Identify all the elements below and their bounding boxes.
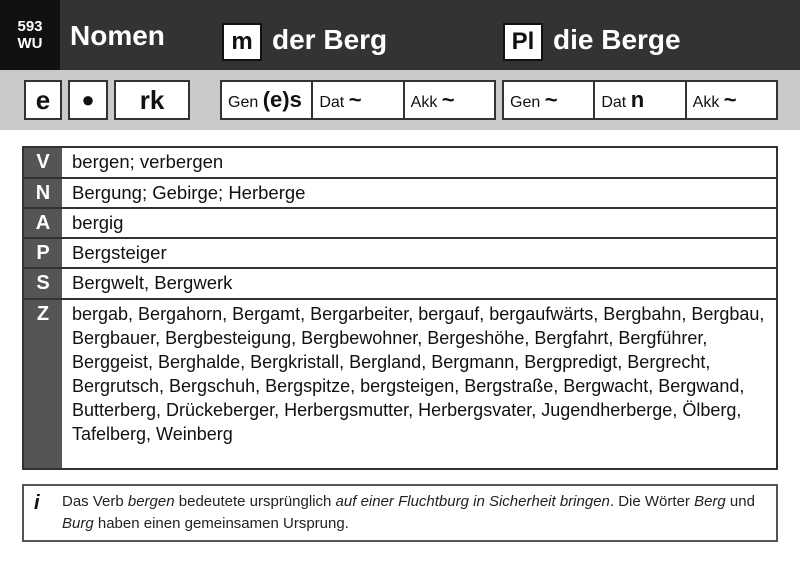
word-class-title: Nomen	[70, 20, 165, 51]
row-label: Z	[24, 300, 62, 468]
note-italic: auf einer Fluchtburg in Sicherheit bringen	[335, 493, 610, 510]
plural-cases	[502, 80, 778, 120]
entry-number	[0, 0, 60, 70]
case-ending: (e)s	[262, 87, 302, 112]
row-label: A	[24, 209, 62, 237]
singular-cases	[220, 80, 496, 120]
row-text: bergig	[72, 212, 124, 233]
case-ending: ~	[348, 87, 362, 112]
plural-case-akk	[685, 82, 776, 118]
plural-case-dat	[593, 82, 684, 118]
row-label: N	[24, 179, 62, 207]
case-name: Akk	[692, 94, 720, 111]
row-label: V	[24, 148, 62, 177]
row-persons	[24, 239, 776, 269]
row-text: Bergsteiger	[72, 242, 167, 263]
class-cell: rk	[114, 80, 190, 120]
row-label: P	[24, 239, 62, 267]
row-label: S	[24, 269, 62, 298]
singular-form: der Berg	[272, 24, 388, 55]
note-text	[62, 491, 768, 535]
plural-case-gen	[504, 82, 593, 118]
plural-label: Pl	[503, 23, 543, 61]
note-italic: Burg	[62, 515, 94, 532]
info-note	[22, 484, 778, 542]
note-italic: Berg	[694, 493, 726, 510]
entry-number-bottom: WU	[17, 35, 43, 52]
note-part: Das Verb	[62, 493, 128, 510]
grammar-bar	[0, 70, 800, 130]
info-icon: i	[34, 492, 40, 514]
case-name: Dat	[319, 94, 345, 111]
case-ending: n	[630, 87, 645, 112]
row-nouns	[24, 179, 776, 209]
row-compounds	[24, 300, 776, 468]
note-part: . Die Wörter	[609, 493, 695, 510]
note-italic: bergen	[127, 493, 175, 510]
row-text: Bergung; Gebirge; Herberge	[72, 182, 306, 203]
case-ending: ~	[441, 87, 455, 112]
note-part: haben einen gemeinsamen Ursprung.	[93, 515, 349, 532]
case-name: Akk	[410, 94, 438, 111]
header-bar	[0, 0, 800, 70]
case-ending: ~	[544, 87, 558, 112]
row-text: bergen; verbergen	[72, 151, 224, 172]
row-text: bergab, Bergahorn, Bergamt, Bergarbeiter, bergauf, bergaufwärts, Bergbahn, Bergbau, Bergbauer, Bergbesteigung, Bergbewohner, Bergeshöhe, Bergfahrt, Bergführer, Berggeist, Berghalde, Bergkristall, Bergland, Bergmann, Bergpredigt, Bergrecht, Bergrutsch, Bergschuh, Bergspitze, bergsteigen, Bergstraße, Bergwacht, Bergwand, Butterberg, Drückeberger, Herbergsmutter, Herbergsvater, Jugendherberge, Ölberg, Tafelberg, Weinberg	[72, 304, 765, 444]
note-part: und	[725, 493, 755, 510]
ending-cell: e	[24, 80, 62, 120]
case-ending: ~	[723, 87, 737, 112]
row-adjectives	[24, 209, 776, 239]
entry-number-top: 593	[17, 18, 43, 35]
gender-label: m	[222, 23, 262, 61]
plural-form: die Berge	[553, 24, 681, 55]
singular-case-dat	[311, 82, 402, 118]
note-part: bedeutete ursprünglich	[174, 493, 336, 510]
word-family-table	[22, 146, 778, 470]
row-text: Bergwelt, Bergwerk	[72, 272, 233, 293]
case-name: Dat	[601, 94, 627, 111]
singular-case-gen	[222, 82, 311, 118]
singular-case-akk	[403, 82, 494, 118]
dot-cell: ●	[68, 80, 108, 120]
case-name: Gen	[228, 94, 259, 111]
case-name: Gen	[510, 94, 541, 111]
row-verbs	[24, 148, 776, 179]
row-s	[24, 269, 776, 300]
